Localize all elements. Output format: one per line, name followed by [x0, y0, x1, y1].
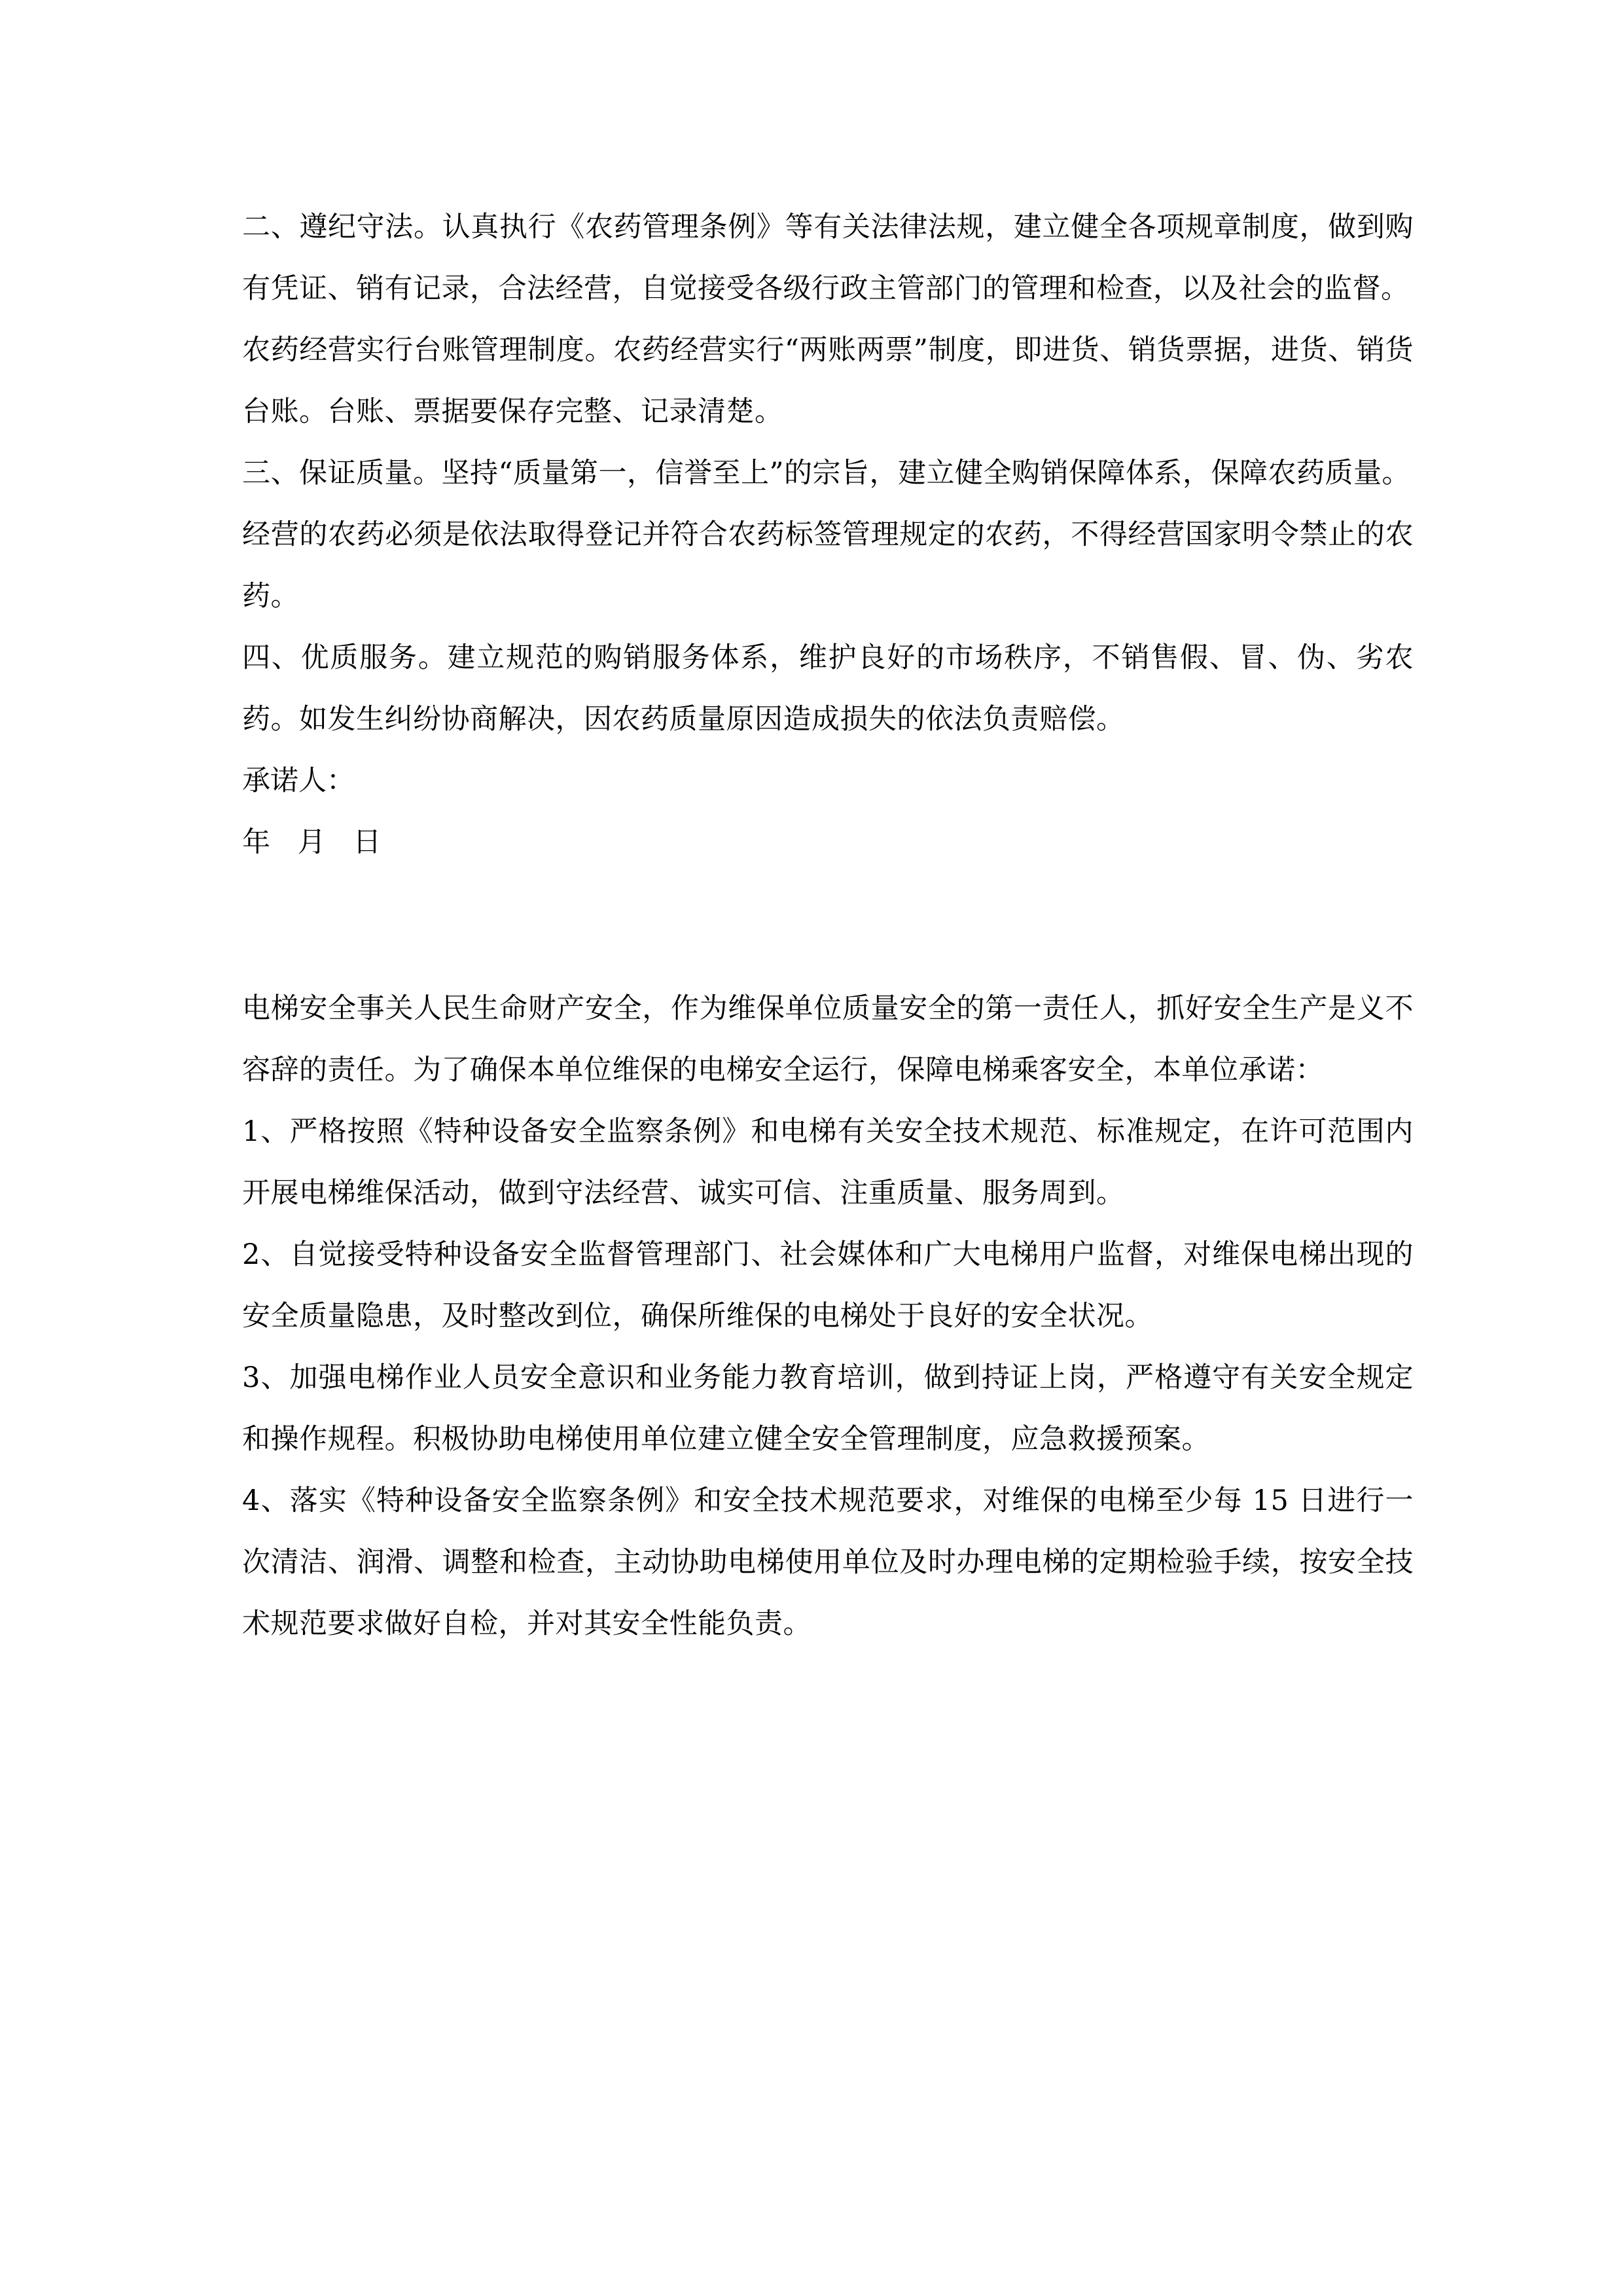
paragraph-section-one-3: 三、保证质量。坚持“质量第一，信誉至上”的宗旨，建立健全购销保障体系，保障农药质量。 — [242, 457, 1410, 490]
paragraph-section-one-4: 经营的农药必须是依法取得登记并符合农药标签管理规定的农药，不得经营国家明令禁止的农药。 — [242, 518, 1414, 613]
paragraph-section-two-item-4: 4、落实《特种设备安全监察条例》和安全技术规范要求，对维保的电梯至少每 15 日进行一次清洁、润滑、调整和检查，主动协助电梯使用单位及时办理电梯的定期检验手续，按安全技术规范要求做好自检，并对其安全性能负责。 — [242, 1484, 1414, 1640]
paragraph-section-one-2: 农药经营实行台账管理制度。农药经营实行“两账两票”制度，即进货、销货票据，进货、销货台账。台账、票据要保存完整、记录清楚。 — [242, 334, 1414, 428]
paragraph-section-two-item-3: 3、加强电梯作业人员安全意识和业务能力教育培训，做到持证上岗，严格遵守有关安全规定和操作规程。积极协助电梯使用单位建立健全安全管理制度，应急救援预案。 — [242, 1361, 1414, 1456]
paragraph-section-two-item-1: 1、严格按照《特种设备安全监察条例》和电梯有关安全技术规范、标准规定，在许可范围内开展电梯维保活动，做到守法经营、诚实可信、注重质量、服务周到。 — [242, 1115, 1414, 1210]
document-body — [242, 196, 1414, 1655]
date-line: 年 月 日 — [242, 826, 391, 859]
paragraph-section-one-5: 四、优质服务。建立规范的购销服务体系，维护良好的市场秩序，不销售假、冒、伪、劣农药。如发生纠纷协商解决，因农药质量原因造成损失的依法负责赔偿。 — [242, 641, 1414, 736]
paragraph-section-one-1: 二、遵纪守法。认真执行《农药管理条例》等有关法律法规，建立健全各项规章制度，做到购有凭证、销有记录，合法经营，自觉接受各级行政主管部门的管理和检查，以及社会的监督。 — [242, 211, 1414, 305]
paragraph-section-two-item-2: 2、自觉接受特种设备安全监督管理部门、社会媒体和广大电梯用户监督，对维保电梯出现的安全质量隐患，及时整改到位，确保所维保的电梯处于良好的安全状况。 — [242, 1238, 1414, 1333]
section-divider-space — [242, 873, 1414, 978]
paragraph-section-two-intro: 电梯安全事关人民生命财产安全，作为维保单位质量安全的第一责任人，抓好安全生产是义不容辞的责任。为了确保本单位维保的电梯安全运行，保障电梯乘客安全，本单位承诺： — [242, 992, 1414, 1086]
signature-label: 承诺人： — [242, 764, 355, 797]
